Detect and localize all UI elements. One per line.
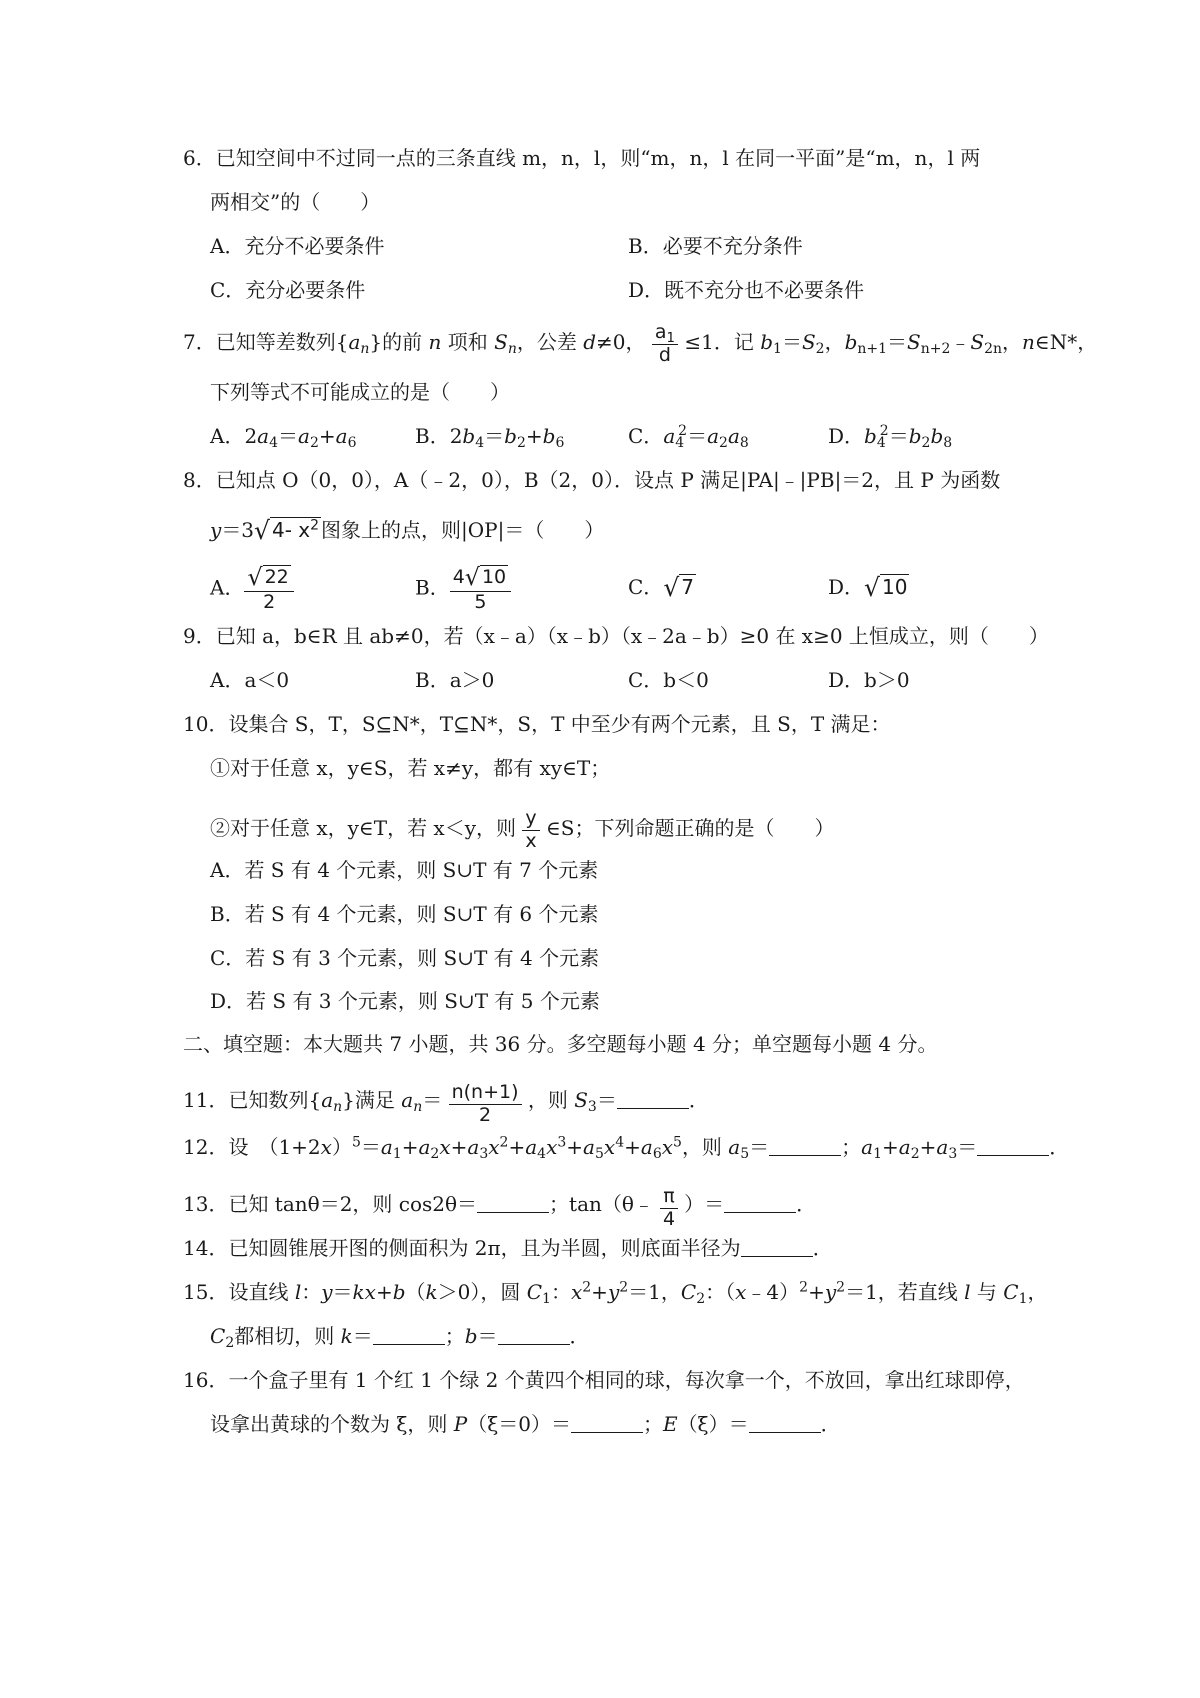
- q10-fraction-y-over-x: $\frac{y}{x}$: [522, 808, 539, 853]
- q7-stem-line2: 下列等式不可能成立的是（ ）: [210, 380, 510, 404]
- q6-line1-text: 6．已知空间中不过同一点的三条直线 m，n，l，则“m，n，l 在同一平面”是“m，n，l 两: [183, 146, 981, 170]
- q11-fraction: $\frac{n(n+1)}{2}$: [449, 1082, 522, 1127]
- q10-option-b: B．若 S 有 4 个元素，则 S∪T 有 6 个元素: [210, 902, 599, 926]
- q8-option-a: A． $\frac{√ 22}{2}$: [210, 564, 294, 614]
- q11-answer-blank[interactable]: [617, 1107, 689, 1109]
- section-2-heading: 二、填空题：本大题共 7 小题，共 36 分。多空题每小题 4 分；单空题每小题 4 分。: [183, 1032, 938, 1056]
- q10-option-a: A．若 S 有 4 个元素，则 S∪T 有 7 个元素: [210, 858, 599, 882]
- q9-option-a: A．a＜0: [210, 668, 290, 692]
- q6-stem-line2: 两相交”的（ ）: [210, 190, 381, 214]
- q10-option-d: D．若 S 有 3 个元素，则 S∪T 有 5 个元素: [210, 989, 600, 1013]
- q15-answer-blank-2[interactable]: [498, 1343, 570, 1345]
- q7-option-c: C．$a_4^2=a_2a_8$: [628, 423, 749, 452]
- q12-answer-blank-1[interactable]: [769, 1154, 841, 1156]
- q9-option-c: C．b＜0: [628, 668, 709, 692]
- q8-stem-line2: y＝3√ 4- $x^2$ 图象上的点，则|OP|＝（ ）: [210, 516, 605, 545]
- q10-option-c: C．若 S 有 3 个元素，则 S∪T 有 4 个元素: [210, 946, 600, 970]
- q12-stem: 12．设 $(1+2x)^5=a_1+a_2x+a_3x^2+a_4x^3+a_5x^4+a_6x^5$，则 $a_5=$ ；$a_1+a_2+a_3=$ ．: [183, 1134, 1070, 1163]
- q7-option-a: A．$2a_4=a_2+a_6$: [210, 424, 357, 452]
- q14-answer-blank[interactable]: [741, 1255, 813, 1257]
- q15-stem-line2: $C_2$都相切，则 k＝ ；b＝ ．: [210, 1324, 590, 1352]
- q8-option-d: D．√ 10: [828, 573, 908, 602]
- q16-answer-blank-1[interactable]: [571, 1431, 643, 1433]
- q12-answer-blank-2[interactable]: [977, 1154, 1049, 1156]
- q6-option-d: D．既不充分也不必要条件: [628, 278, 865, 302]
- q14-stem: 14．已知圆锥展开图的侧面积为 2π，且为半圆，则底面半径为 ．: [183, 1236, 833, 1260]
- q15-stem-line1: 15．设直线 l：y＝kx+b（k＞0），圆 $C_1$：$x^2+y^2=1$，$C_2$：$(x﹣4)^2+y^2=1$，若直线 l 与 $C_1$，: [183, 1279, 1048, 1308]
- q13-stem: 13．已知 tanθ＝2，则 cos2θ＝ ；tan（θ﹣ $\frac{\pi}{4}$ ）＝ ．: [183, 1185, 817, 1230]
- q10-stem: 10．设集合 S，T，S⊆N*，T⊆N*，S，T 中至少有两个元素，且 S，T 满足：: [183, 712, 891, 736]
- q8-stem-line1: 8．已知点 O（0，0），A（﹣2，0），B（2，0）．设点 P 满足|PA|﹣|PB|＝2，且 P 为函数: [183, 468, 1001, 492]
- q13-answer-blank-2[interactable]: [724, 1211, 796, 1213]
- q7-fraction-a1-over-d: $\frac{a_1}{d}$: [652, 322, 678, 367]
- q7-stem-line1: 7．已知等差数列$\{a_n\}$的前 n 项和 $S_n$，公差 d≠0， $\frac{a_1}{d}$ ≤1．记 $b_1=S_2$，$b_{n+1}=S_{n+2}﹣S_{2n}$，n∈N*，: [183, 321, 1098, 366]
- q13-fraction-pi-over-4: $\frac{\pi}{4}$: [660, 1186, 677, 1231]
- q9-stem: 9．已知 a，b∈R 且 ab≠0，若（x﹣a）（x﹣b）（x﹣2a﹣b）≥0 在 x≥0 上恒成立，则（ ）: [183, 624, 1049, 648]
- q16-answer-blank-2[interactable]: [749, 1431, 821, 1433]
- q8-sqrt-expression: √ 4- $x^2$: [254, 516, 320, 545]
- q16-stem-line2: 设拿出黄球的个数为 ξ，则 P（ξ＝0）＝ ；E（ξ）＝ ．: [210, 1412, 841, 1436]
- q6-option-b: B．必要不充分条件: [628, 234, 803, 258]
- q6-option-a: A．充分不必要条件: [210, 234, 385, 258]
- q6-option-c: C．充分必要条件: [210, 278, 366, 302]
- q8-option-c: C．√ 7: [628, 573, 694, 602]
- q10-condition-2: ②对于任意 x，y∈T，若 x＜y，则 $\frac{y}{x}$ ∈S；下列命题正确的是（ ）: [210, 807, 835, 852]
- q10-condition-1: ①对于任意 x，y∈S，若 x≠y，都有 xy∈T；: [210, 756, 611, 780]
- q7-option-b: B．$2b_4=b_2+b_6$: [415, 424, 565, 452]
- q15-answer-blank-1[interactable]: [373, 1343, 445, 1345]
- q13-answer-blank-1[interactable]: [477, 1211, 549, 1213]
- q7-option-d: D．$b_4^2=b_2b_8$: [828, 423, 953, 452]
- q16-stem-line1: 16．一个盒子里有 1 个红 1 个绿 2 个黄四个相同的球，每次拿一个，不放回，拿出红球即停，: [183, 1368, 1025, 1392]
- q8-option-b: B． $\frac{4√ 10}{5}$: [415, 564, 511, 614]
- q9-option-b: B．a＞0: [415, 668, 495, 692]
- q11-stem: 11．已知数列$\{a_n\}$满足 $a_n=$ $\frac{n(n+1)}{2}$ ，则 $S_3=$ ．: [183, 1081, 709, 1126]
- q6-stem-line1: [183, 148, 980, 168]
- q9-option-d: D．b＞0: [828, 668, 910, 692]
